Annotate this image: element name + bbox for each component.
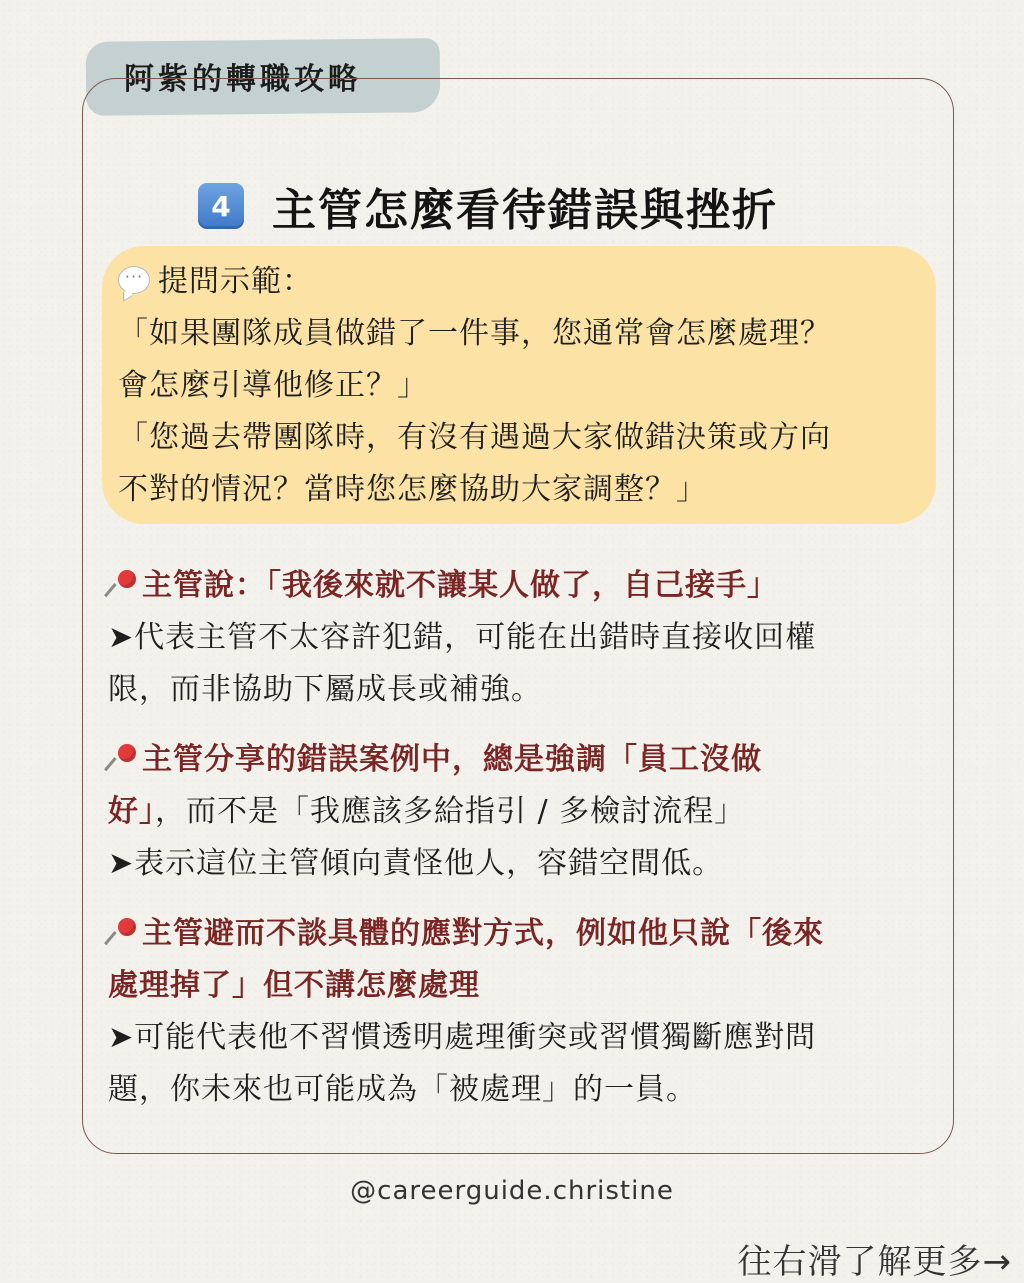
page-title: 主管怎麼看待錯誤與挫折: [272, 185, 778, 236]
point-heading: 主管避而不談具體的應對方式，例如他只說「後來: [108, 908, 824, 952]
question-line: 「您過去帶團隊時，有沒有遇過大家做錯決策或方向: [118, 420, 831, 455]
question-label: 提問示範：: [158, 264, 313, 299]
question-line: 「如果團隊成員做錯了一件事，您通常會怎麼處理？: [118, 316, 831, 351]
series-tag: 阿紫的轉職攻略: [124, 62, 362, 97]
pushpin-icon: [108, 740, 142, 774]
swipe-hint[interactable]: 往右滑了解更多→: [737, 1242, 1012, 1282]
question-line: 不對的情況？當時您怎麼協助大家調整？」: [118, 472, 707, 507]
point-heading: 主管說：「我後來就不讓某人做了，自己接手」: [108, 560, 778, 604]
point-body-line: 題，你未來也可能成為「被處理」的一員。: [108, 1072, 697, 1107]
point-heading-line: 處理掉了」但不講怎麼處理: [108, 968, 480, 1003]
point-body-line: 限，而非協助下屬成長或補強。: [108, 672, 542, 707]
point-heading-line: 好」，而不是「我應該多給指引 / 多檢討流程」: [108, 794, 746, 829]
title-row: [198, 176, 778, 236]
point-body-line: ➤代表主管不太容許犯錯，可能在出錯時直接收回權: [108, 620, 817, 655]
point-heading: 主管分享的錯誤案例中，總是強調「員工沒做: [108, 734, 762, 778]
question-line: 會怎麼引導他修正？」: [118, 368, 428, 403]
number-badge-icon: 4: [198, 183, 244, 229]
pushpin-icon: [108, 566, 142, 600]
account-handle: @careerguide.christine: [350, 1176, 674, 1206]
speech-bubble-icon: ···: [118, 266, 150, 294]
point-body-line: ➤可能代表他不習慣透明處理衝突或習慣獨斷應對問: [108, 1020, 817, 1055]
pushpin-icon: [108, 914, 142, 948]
question-label-row: [118, 256, 313, 300]
point-body-line: ➤表示這位主管傾向責怪他人，容錯空間低。: [108, 846, 724, 881]
